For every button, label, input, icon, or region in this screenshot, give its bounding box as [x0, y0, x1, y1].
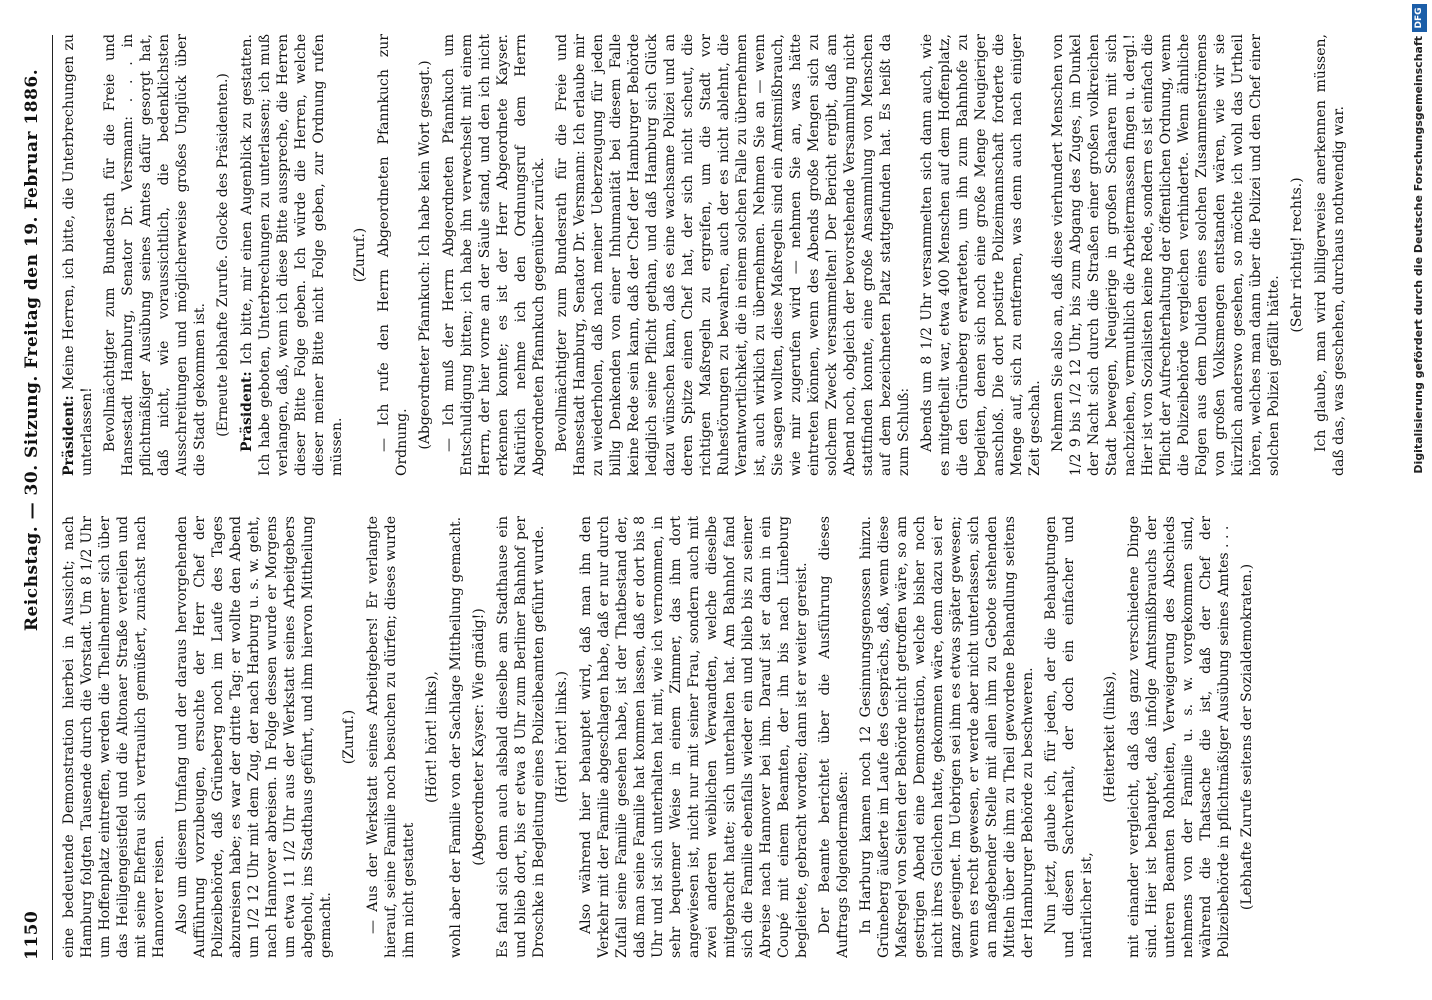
interjection: (Hört! hört! links),: [424, 671, 440, 803]
paragraph: Präsident: Ich bitte, mir einen Augenblick zu gestatten. Ich habe geboten, Unterbrechungen zu unterlassen; ich muß verlangen, daß, wenn ich diese Bitte ausspreche, die Herren dieser Bitte Folge geben. Ich würde die Herren, welche dieser meiner Bitte nicht Folge geben, zur Ordnung rufen müssen.: [239, 34, 345, 476]
paragraph: Nehmen Sie also an, daß diese vierhundert Menschen von 1/2 9 bis 1/2 12 Uhr, bis zum Abgang des Zuges, im Dunkel der Nacht sich durch die Straßen einer großen volkreichen Stadt bewegen, Neugierige in großen Schaaren mit sich nachziehen, vermuthlich die Arbeitermassen fingen u. dergl.! Hier ist von Sozialisten keine Rede, sondern es ist einfach die Pflicht der Aufrechterhaltung der öffentlichen Ordnung, wenn die Polizeibehörde vergleichen verhinderte. Wenn ähnliche Folgen aus dem Dulden eines solchen Zusammenströmens von großen Volksmengen entstanden wären, wie wir sie kürzlich anderswo gesehen, so möchte ich wohl das Urtheil hören, welches man dann über die Polizei und den Chef einer solchen Polizei gefällt hätte.: [1050, 34, 1282, 476]
paragraph: — Ich muß der Herrn Abgeordneten Pfannkuch um Entschuldigung bitten; ich habe ihn verwechselt mit einem Herrn, der hier vorne an der Säule stand, und den ich nicht erkennen konnte; es ist der Herr Abgeordnete Kayser. Natürlich nehme ich den Ordnungsruf dem Herrn Abgeordneten Pfannkuch gegenüber zurück.: [441, 34, 547, 476]
paragraph: Abends um 8 1/2 Uhr versammelten sich dann auch, wie es mitgetheilt war, etwa 400 Menschen auf dem Hoffenplatz, die den Grüneberg erwarteten, um ihn zum Bahnhofe zu begleiten, denen sich noch eine große Menge Neugieriger anschloß. Die dort postirte Polizeimannschaft forderte die Menge auf, sich zu entfernen, was denn auch nach einiger Zeit geschah.: [919, 34, 1043, 476]
speaker-label: Präsident:: [239, 371, 255, 452]
paragraph: Es fand sich denn auch alsbald dieselbe am Stadthause ein und blieb dort, bis er etwa 8 Uhr zum Berliner Bahnhof per Droschke in Begleitung eines Polizeibeamten geführt wurde.: [495, 516, 547, 958]
paragraph: — Ich rufe den Herrn Abgeordneten Pfannkuch zur Ordnung.: [376, 34, 410, 476]
paragraph: mit einander vergleicht, daß das ganz verschiedene Dinge sind. Hier ist behauptet, daß infolge Amtsmißbrauchs der unteren Beamten Rohheiten, Verweigerung des Abschieds nehmens von der Familie u. s. w. vorgekommen sind, während die Thatsache die ist, daß der Chef der Polizeibehörde in pflichtmäßiger Ausübung seines Amtes . . .: [1126, 516, 1232, 958]
interjection: (Zuruf.): [341, 709, 357, 765]
interjection: (Heiterkeit (links),: [1102, 671, 1118, 803]
paragraph: Also um diesem Umfang und der daraus hervorgehenden Aufführung vorzubeugen, ersuchte der Herr Chef der Polizeibehörde, daß Grüneberg noch im Laufe des Tages abzureisen habe; es war der dritte Tag: er wollte den Abend um 1/2 12 Uhr mit dem Zug, der nach Harburg u. s. w. geht, nach Hannover abreisen. In Folge dessen wurde er Morgens um etwa 11 1/2 Uhr aus der Werkstatt seines Arbeitgebers abgeholt, ins Stadthaus geführt, und ihm hiervon Mittheilung gemacht.: [174, 516, 334, 958]
paragraph: Bevollmächtigter zum Bundesrath für die Freie und Hansestadt Hamburg, Senator Dr. Versmann: . . . in pflichtmäßiger Ausübung seines Amtes dafür gesorgt hat, daß nicht, wie voraussichtlich, die bedenklichsten Ausschreitungen und möglicherweise großes Unglück über die Stadt gekommen ist.: [102, 34, 208, 476]
paragraph: Nun jetzt, glaube ich, für jeden, der die Behauptungen und diesen Sachverhalt, der doch ein einfacher und natürlicher ist,: [1043, 516, 1095, 958]
interjection: (Erneute lebhafte Zurufe. Glocke des Präsidenten.): [215, 73, 231, 437]
interjection: (Abgeordneter Kayser: Wie gnädig!): [471, 608, 487, 866]
paragraph: Ich glaube, man wird billigerweise anerkennen müssen, daß das, was geschehen, durchaus nothwendig war.: [1313, 34, 1347, 476]
interjection: (Abgeordneter Pfannkuch: Ich habe kein Wort gesagt.): [417, 60, 433, 450]
interjection: (Hört! hört! links.): [554, 671, 570, 803]
interjection: (Zuruf.): [352, 227, 368, 283]
interjection: (Sehr richtig! rechts.): [1289, 177, 1305, 333]
paragraph: eine bedeutende Demonstration hierbei in Aussicht; nach Hamburg folgten Tausende durch die Vorstadt. Um 8 1/2 Uhr um Hoffenplatz eintreffen, werden die Theilnehmer sich über das Heiligengeistfeld und die Altonaer Straße verteilen und mit seine Ehefrau sich vertraulich gemüßert, zunächst nach Hannover reisen.: [61, 516, 167, 958]
paragraph: — Aus der Werkstatt seines Arbeitgebers! Er verlangte hierauf, seine Familie noch besuchen zu dürfen; dieses wurde ihm nicht gestattet: [365, 516, 417, 958]
paragraph: Bevollmächtigter zum Bundesrath für die Freie und Hansestadt Hamburg, Senator Dr. Versmann: Ich erlaube mir zu wiederholen, daß nach meiner Ueberzeugung für jeden billig Denkenden von einer Inhumanität bei diesem Falle keine Rede sein kann, daß der Chef der Hamburger Behörde lediglich seine Pflicht gethan, und daß Hamburg sich Glück dazu wünschen kann, daß es eine wachsame Polizei und an deren Spitze einen Chef hat, der sich nicht scheut, die richtigen Maßregeln zu ergreifen, um die Stadt vor Ruhestörungen zu bewahren, auch der es nicht ablehnt, die Verantwortlichkeit, die in einem solchen Falle zu übernehmen ist, auch wirklich zu übernehmen. Nehmen Sie an — wenn Sie sagen wollten, diese Maßregeln sind ein Amtsmißbrauch, wie mir zugerufen wird — nehmen Sie an, was hätte eintreten können, wenn des Abends große Mengen sich zu solchem Zweck versammelten! Der Bericht ergibt, daß am Abend noch, obgleich der bevorstehende Versammlung nicht stattfinden konnte, eine große Ansammlung von Menschen auf dem bezeichneten Platz stattgefunden hat. Es heißt da zum Schluß:: [554, 34, 912, 476]
digitization-note: Digitalisierung gefördert durch die Deutsche Forschungsgemeinschaft: [1412, 36, 1425, 474]
interjection: (Lebhafte Zurufe seitens der Sozialdemokraten.): [1239, 563, 1255, 911]
speaker-label: Präsident:: [61, 395, 77, 476]
digitization-sidebar: [1410, 0, 1432, 1000]
paragraph: Also während hier behauptet wird, daß man ihn den Verkehr mit der Familie abgeschlagen habe, daß er nur durch Zufall seine Familie gesehen habe, ist der Thatbestand der, daß man seine Familie hat kommen lassen, daß er dort bis 8 Uhr und ist sich unterhalten hat mit, wie ich vernommen, in sehr bequemer Weise in einem Zimmer, das ihm dort angewiesen ist, nicht nur mit seiner Frau, sondern auch mit zwei anderen weiblichen Verwandten, welche dieselbe mitgebracht hatte; sich unterhalten hat. Am Bahnhof fand sich die Familie ebenfalls wieder ein und blieb bis zu seiner Abreise nach Hannover bei ihm. Darauf ist er dann in ein Coupé mit einem Beamten, der ihn bis nach Lüneburg begleitete, gebracht worden; dann ist er weiter gereist.: [578, 516, 810, 958]
page-number: 1150: [22, 910, 42, 960]
paragraph: wohl aber der Familie von der Sachlage Mittheilung gemacht.: [448, 516, 464, 958]
header-rule: [52, 35, 53, 960]
page-title: Reichstag. — 30. Sitzung. Freitag den 19. Februar 1886.: [22, 68, 42, 632]
paragraph: In Harburg kamen noch 12 Gesinnungsgenossen hinzu. Grüneberg äußerte im Laufe des Gesprächs, daß, wenn diese Maßregel von Seiten der Behörde nicht getroffen wäre, so am gestrigen Abend eine Demonstration, welche bisher noch nicht ihres Gleichen hatte, gekommen wäre, denn dazu sei er ganz geeignet. Im Uebrigen sei ihm es etwas später gewesen; wenn es recht gewesen, er werde aber nicht unterlassen, sich an maßgebender Stelle mit allen ihm zu Gebote stehenden Mitteln über die ihm zu Theil gewordene Behandlung seitens der Hamburger Behörde zu beschweren.: [858, 516, 1036, 958]
paragraph: Präsident: Meine Herren, ich bitte, die Unterbrechungen zu unterlassen!: [61, 34, 95, 476]
left-column: [60, 516, 1400, 958]
paragraph: Der Beamte berichtet über die Ausführung dieses Auftrags folgendermaßen:: [817, 516, 851, 958]
page-header: [22, 35, 50, 960]
right-column: [60, 34, 1400, 476]
dfg-logo-icon: DFG: [1412, 4, 1427, 32]
